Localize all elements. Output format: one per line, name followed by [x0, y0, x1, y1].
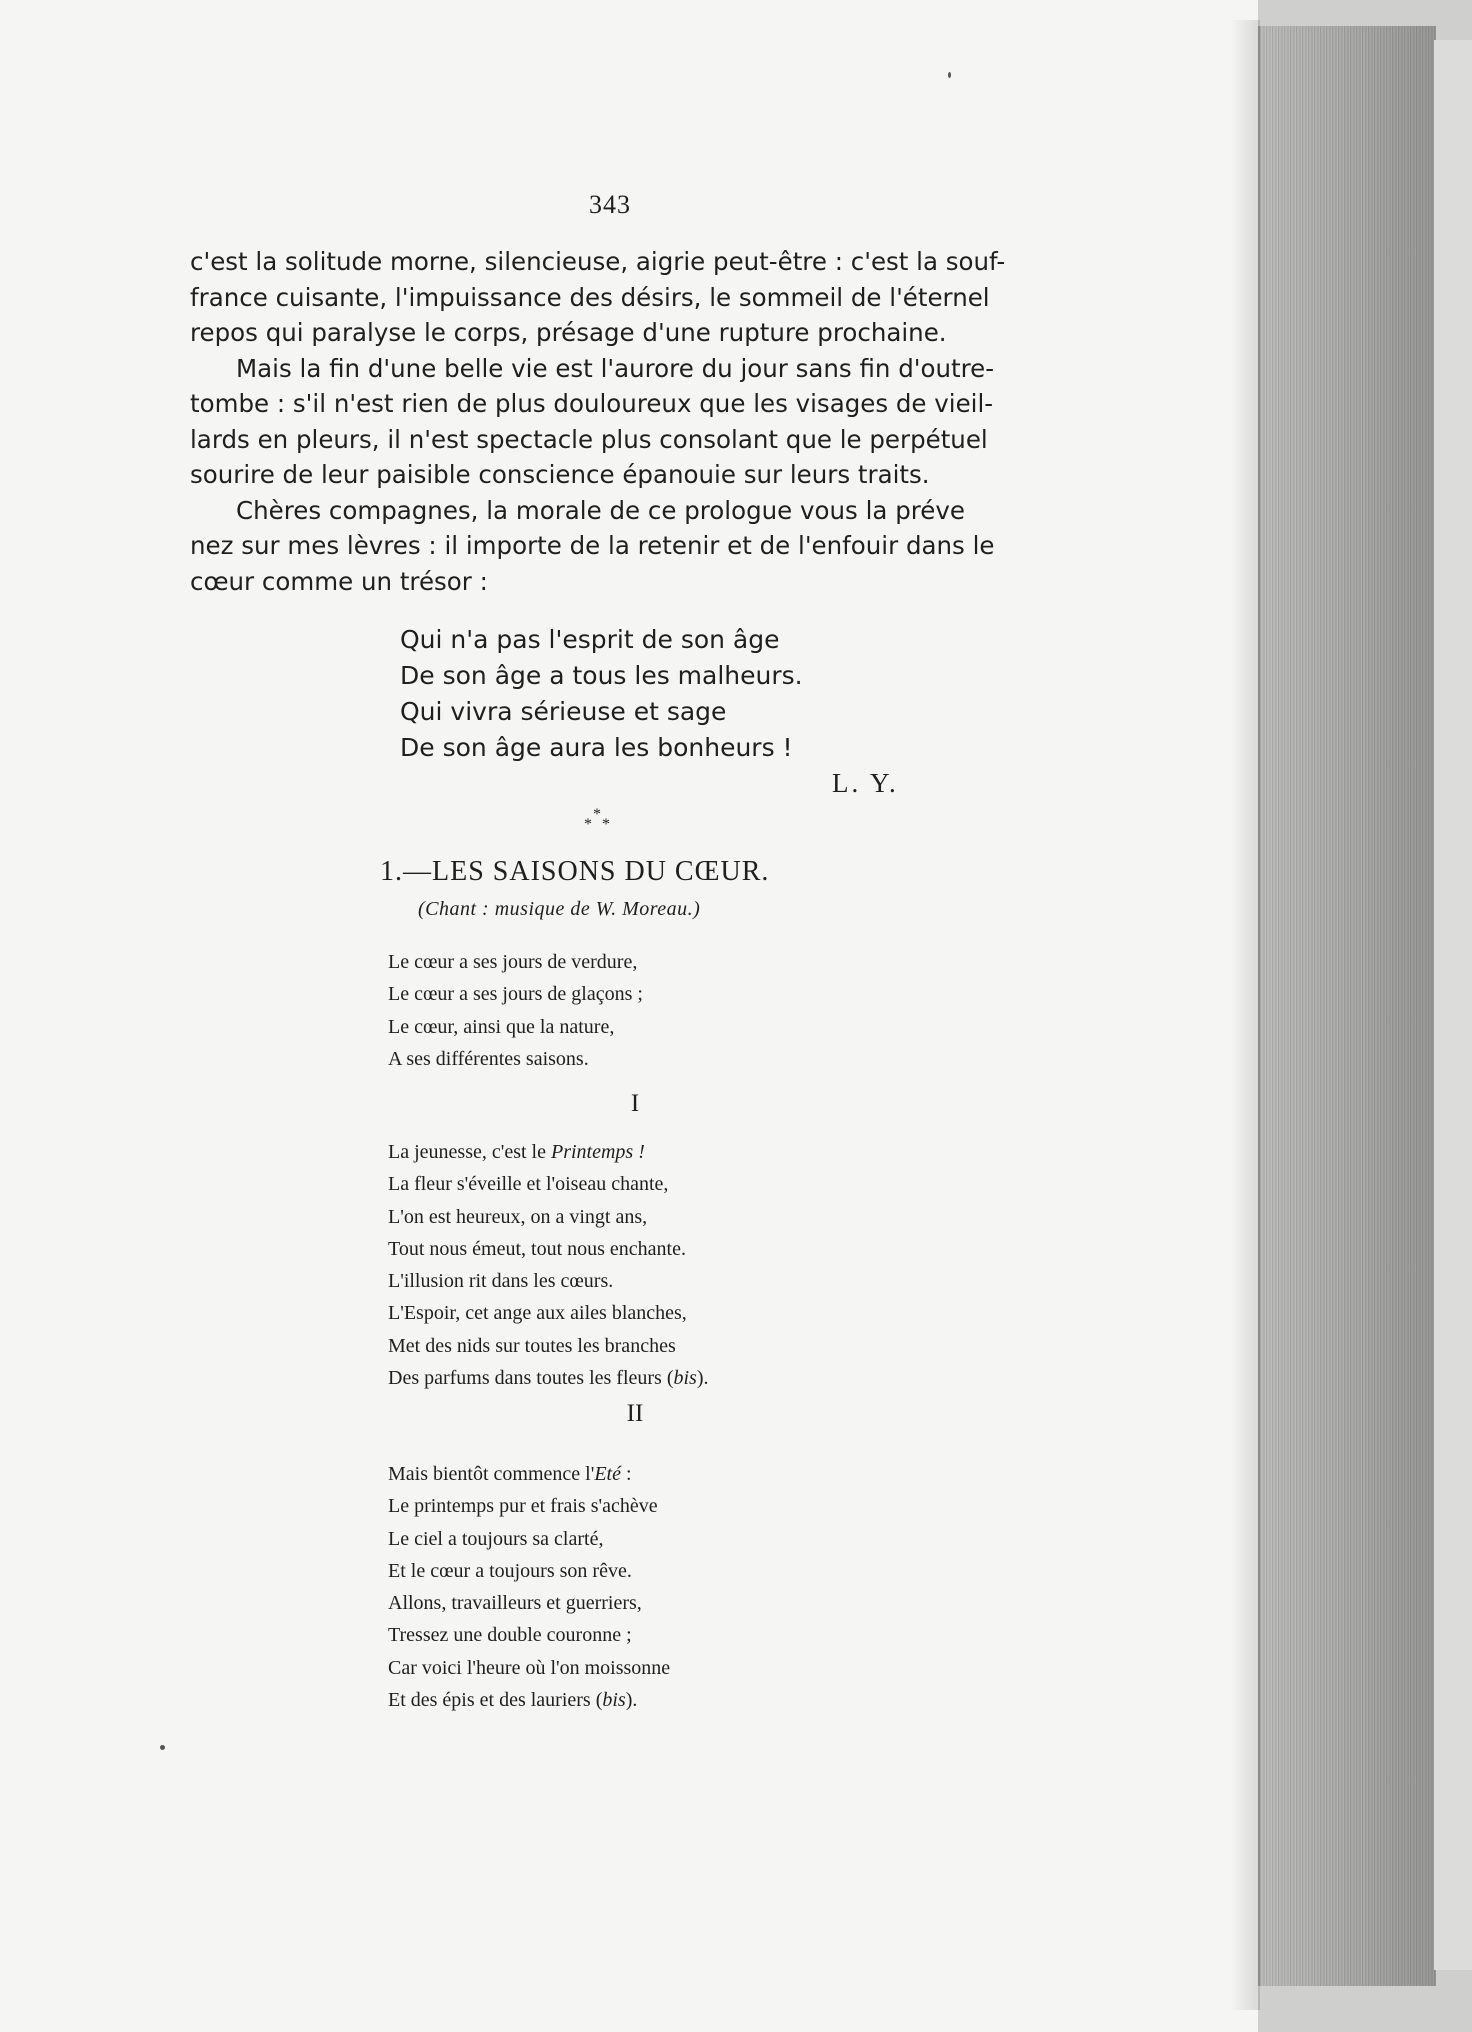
verse-line: L'illusion rit dans les cœurs. [388, 1270, 614, 1293]
verse-line: La jeunesse, c'est le Printemps ! [388, 1141, 645, 1163]
page-gutter-shadow [1230, 20, 1260, 2010]
prose-line: france cuisante, l'impuissance des désirs, le sommeil de l'éternel [190, 282, 990, 312]
ink-speck [948, 72, 951, 78]
verse-line: L'on est heureux, on a vingt ans, [388, 1205, 648, 1228]
paragraph-3 [190, 493, 1030, 600]
stanza-2 [388, 1458, 670, 1716]
stanza-number: II [626, 1400, 644, 1427]
verse-line: Allons, travailleurs et guerriers, [388, 1592, 642, 1615]
prose-line: nez sur mes lèvres : il importe de la retenir et de l'enfouir dans le [190, 531, 995, 560]
ink-speck [160, 1745, 165, 1750]
asterism-star: * [584, 816, 592, 833]
prose-line: Mais la fin d'une belle vie est l'aurore du jour sans fin d'outre- [236, 353, 995, 383]
verse-line: Tressez une double couronne ; [388, 1624, 632, 1647]
prose-body [190, 244, 1030, 599]
verse-line: Le printemps pur et frais s'achève [388, 1495, 658, 1518]
paragraph-2 [190, 351, 1030, 493]
paragraph-1 [190, 244, 1030, 351]
verse-line: Tout nous émeut, tout nous enchante. [388, 1237, 686, 1260]
epigraph-line: De son âge aura les bonheurs ! [400, 733, 793, 762]
verse-line: Des parfums dans toutes les fleurs (bis). [388, 1367, 709, 1390]
prose-line: sourire de leur paisible conscience épanouie sur leurs traits. [190, 460, 930, 489]
book-binding [1434, 40, 1472, 1970]
prose-line: tombe : s'il n'est rien de plus douloureux que les visages de vieil- [190, 389, 994, 418]
verse-line: Et des épis et des lauriers (bis). [388, 1689, 638, 1712]
verse-line: Le ciel a toujours sa clarté, [388, 1527, 604, 1550]
verse-line: L'Espoir, cet ange aux ailes blanches, [388, 1302, 687, 1325]
prose-line: c'est la solitude morne, silencieuse, aigrie peut-être : c'est la souf- [190, 247, 1006, 276]
page-edges [1258, 26, 1436, 1986]
verse-line: Le cœur a ses jours de verdure, [388, 951, 638, 973]
epigraph-line: De son âge a tous les malheurs. [400, 661, 803, 690]
prose-line: cœur comme un trésor : [190, 566, 488, 596]
refrain-verse [388, 946, 643, 1075]
verse-line: La fleur s'éveille et l'oiseau chante, [388, 1173, 669, 1196]
prose-line: lards en pleurs, il n'est spectacle plus consolant que le perpétuel [190, 424, 988, 454]
verse-line: A ses différentes saisons. [388, 1047, 589, 1070]
page-number: 343 [589, 190, 631, 219]
asterism-ornament [582, 806, 616, 836]
stanza-number: I [630, 1090, 640, 1117]
asterism-star: * [602, 816, 610, 833]
epigraph-line: Qui vivra sérieuse et sage [400, 697, 727, 726]
verse-line: Met des nids sur toutes les branches [388, 1334, 676, 1357]
song-title: 1.—LES SAISONS DU CŒUR. [380, 856, 770, 887]
epigraph-line: Qui n'a pas l'esprit de son âge [400, 625, 780, 654]
verse-line: Car voici l'heure où l'on moissonne [388, 1656, 671, 1679]
song-subtitle: (Chant : musique de W. Moreau.) [418, 898, 701, 920]
stanza-1 [388, 1136, 709, 1394]
prose-line: Chères compagnes, la morale de ce prologue vous la préve [236, 495, 965, 525]
verse-line: Le cœur a ses jours de glaçons ; [388, 983, 643, 1006]
verse-line: Mais bientôt commence l'Eté : [388, 1463, 632, 1485]
verse-line: Et le cœur a toujours son rêve. [388, 1559, 632, 1582]
asterism-star: * [593, 806, 601, 823]
prose-line: repos qui paralyse le corps, présage d'une rupture prochaine. [190, 318, 947, 347]
author-signature: L. Y. [832, 768, 899, 798]
epigraph-verse [400, 622, 803, 766]
verse-line: Le cœur, ainsi que la nature, [388, 1015, 615, 1038]
